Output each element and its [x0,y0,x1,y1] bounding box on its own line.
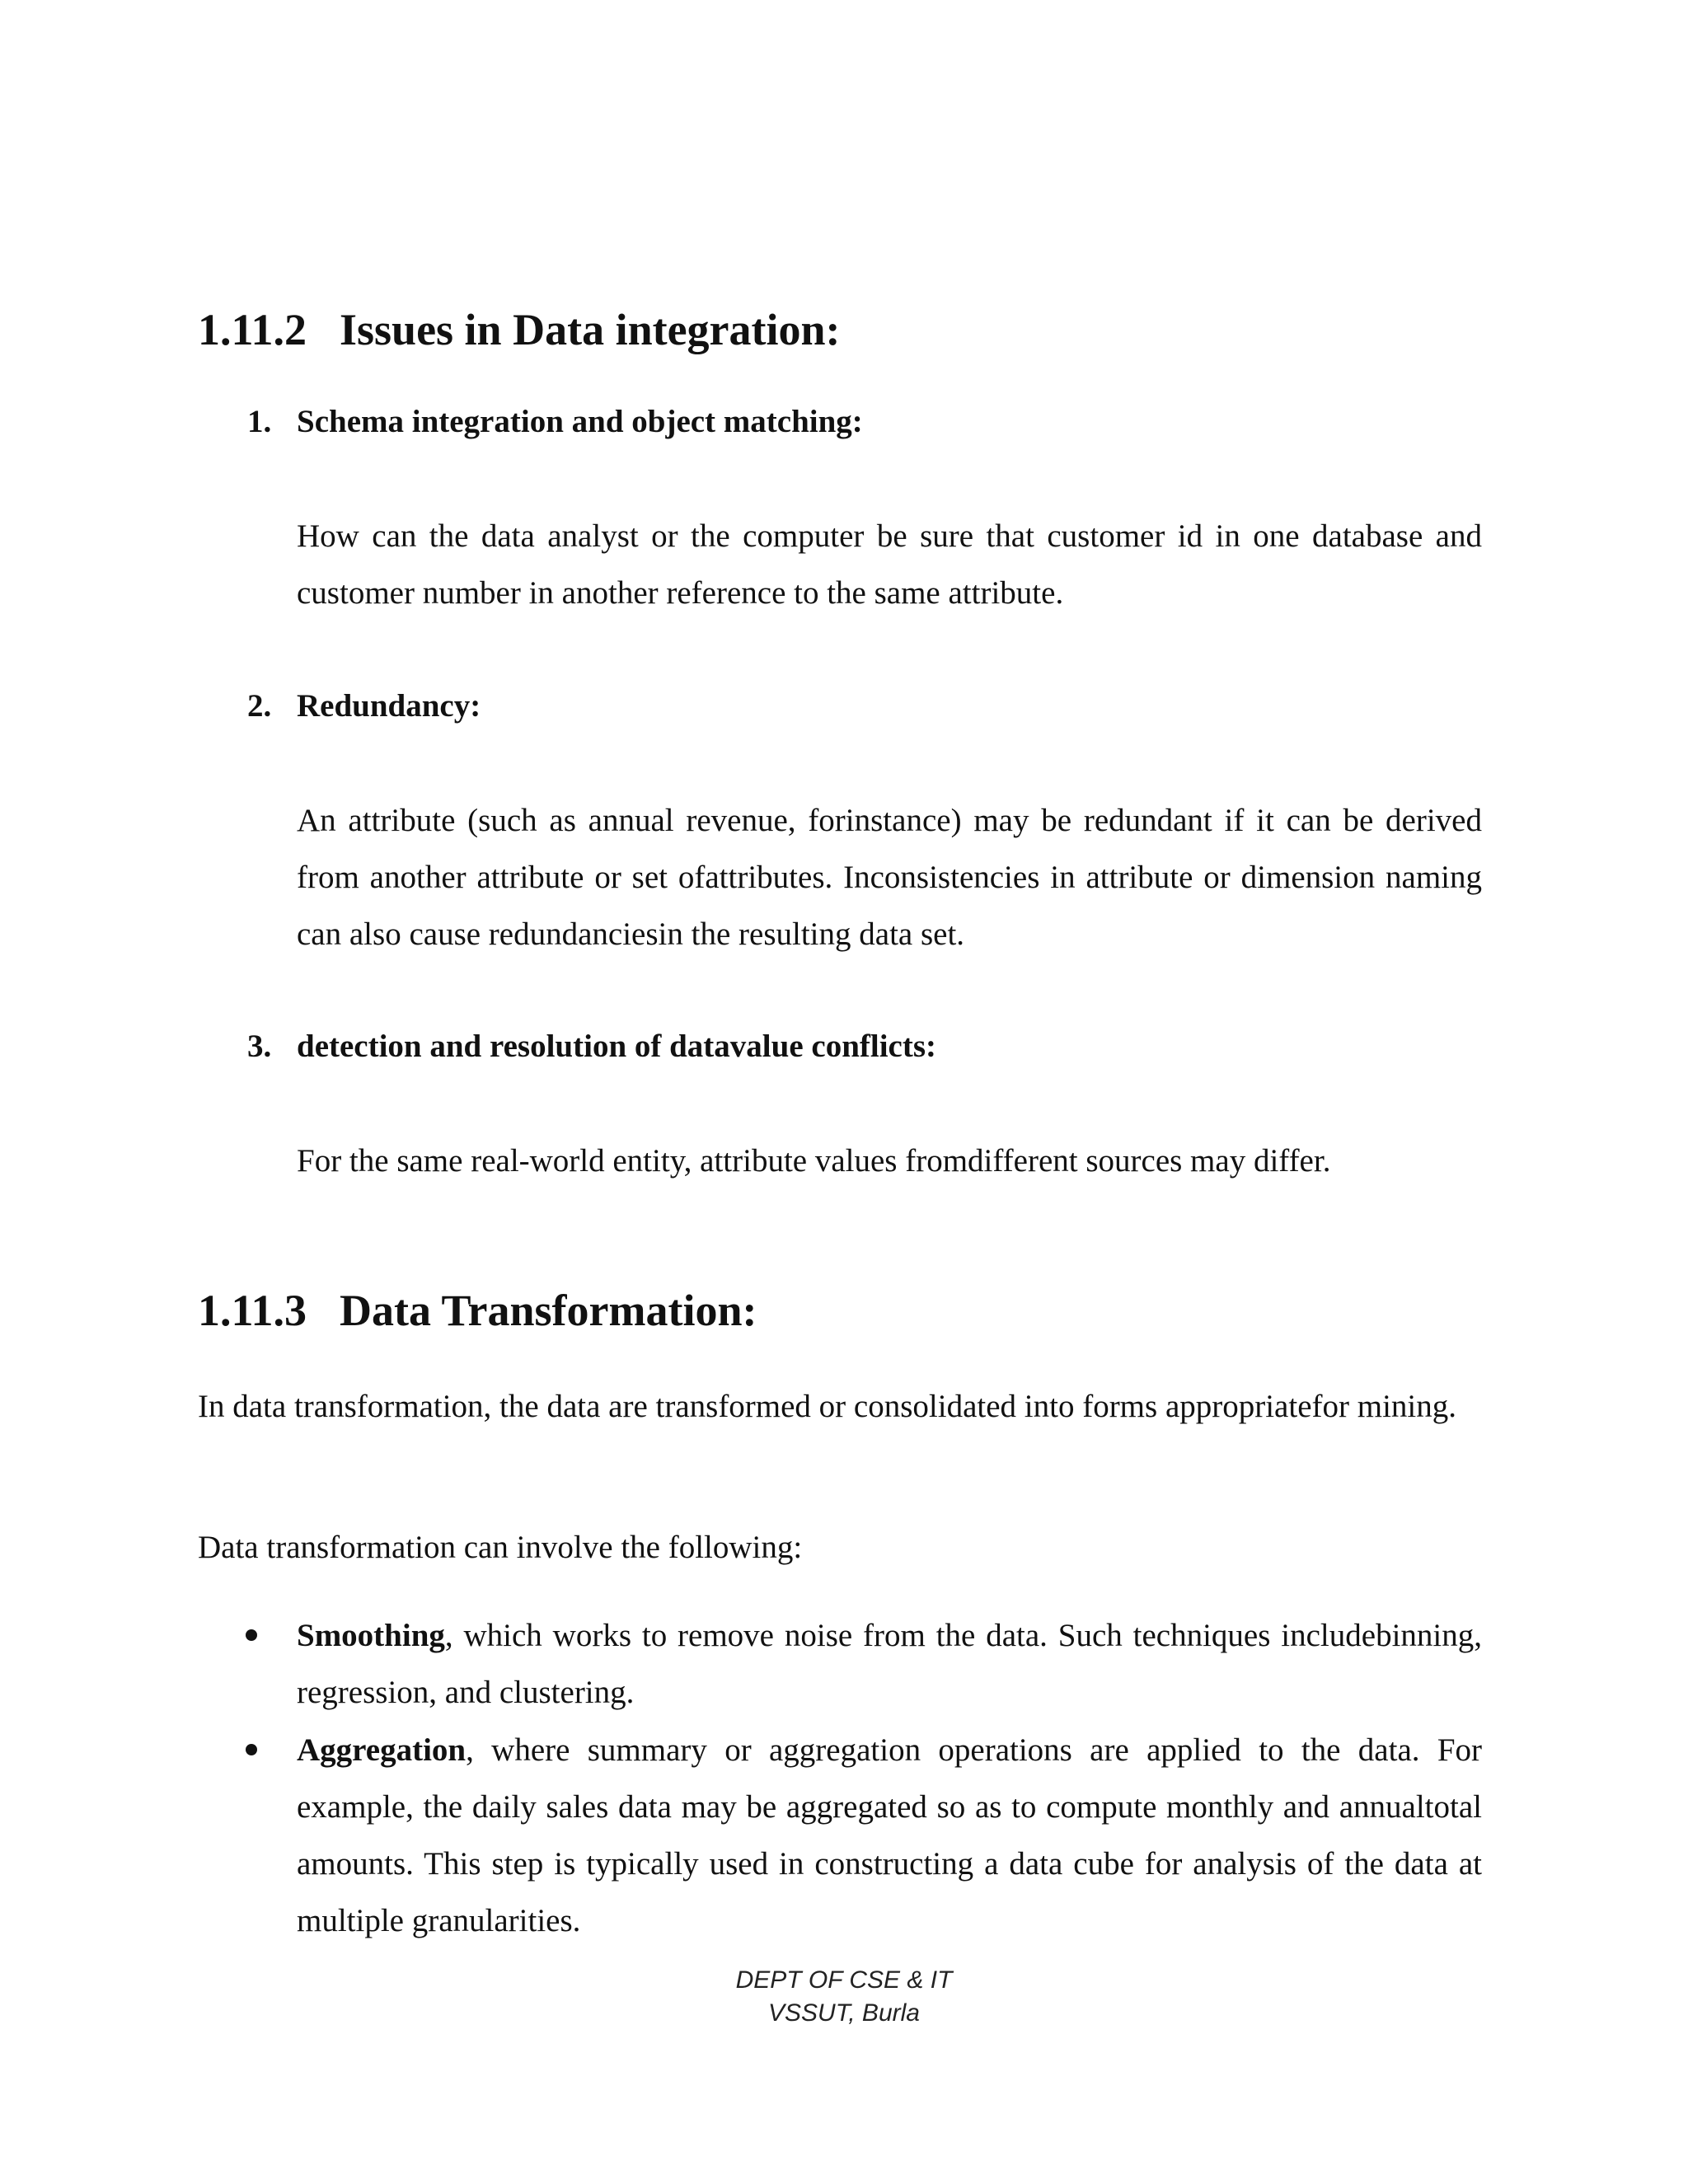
bullet-icon [246,1629,257,1641]
footer-department: DEPT OF CSE & IT [735,1966,953,1994]
section-number: 1.11.3 [198,1286,307,1335]
item-number: 1. [247,404,272,439]
transformation-lead: Data transformation can involve the following: [198,1530,803,1565]
bullet-term: Smoothing [297,1618,445,1653]
item-heading-redundancy [247,686,481,727]
footer-institution: VSSUT, Burla [768,1999,920,2027]
item-number: 3. [247,1029,272,1064]
section-number: 1.11.2 [198,305,307,354]
item-title: Redundancy: [297,688,481,724]
item-body-conflicts: For the same real-world entity, attribute values fromdifferent sources may differ. [297,1143,1331,1179]
section-title: Issues in Data integration: [340,305,841,354]
bullet-item-smoothing [297,1607,1482,1721]
item-title: Schema integration and object matching: [297,404,863,439]
section-heading-issues [198,303,841,356]
bullet-text: , which works to remove noise from the data. Such techniques includebinning, regression, and clustering. [297,1618,1482,1710]
item-body-redundancy: An attribute (such as annual revenue, forinstance) may be redundant if it can be derived from another attribute or set ofattributes. Inconsistencies in attribute or dimension naming can also cause redundanciesin the resulting data set. [297,803,1482,952]
transformation-bullet-list [297,1607,1482,1950]
section-title: Data Transformation: [340,1286,757,1335]
item-title: detection and resolution of datavalue conflicts: [297,1029,937,1064]
transformation-intro: In data transformation, the data are transformed or consolidated into forms appropriatefor mining. [198,1389,1456,1424]
bullet-icon [246,1744,257,1755]
bullet-term: Aggregation [297,1732,467,1768]
item-body-schema: How can the data analyst or the computer be sure that customer id in one database and customer number in another reference to the same attribute. [297,518,1482,611]
page-footer [0,1964,1688,2030]
bullet-text: , where summary or aggregation operations are applied to the data. For example, the daily sales data may be aggregated so as to compute monthly and annualtotal amounts. This step is typically used in constructing a data cube for analysis of the data at multiple granularities. [297,1732,1482,1938]
section-heading-transformation [198,1284,757,1337]
item-number: 2. [247,688,272,724]
item-heading-schema [247,401,863,443]
item-heading-conflicts [247,1026,936,1067]
bullet-item-aggregation [297,1722,1482,1949]
